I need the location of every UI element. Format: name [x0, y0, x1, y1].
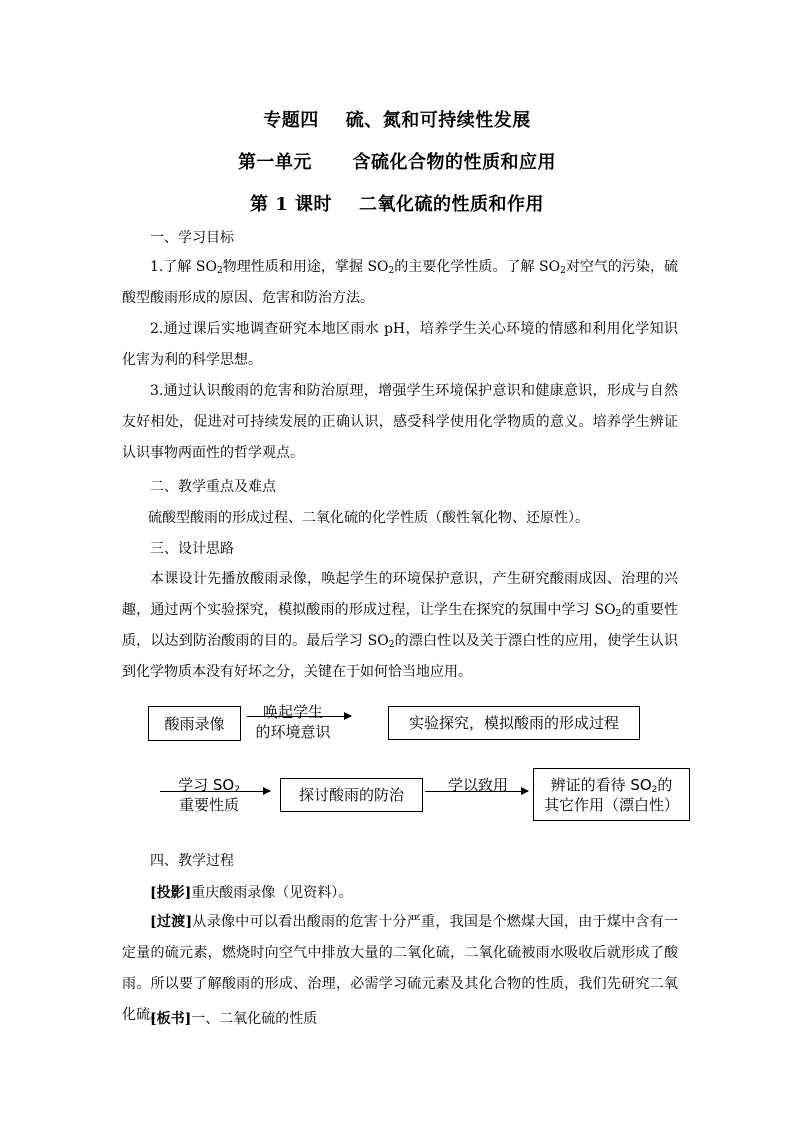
- flow-box4-line-2: 其它作用（漂白性）: [543, 795, 679, 814]
- flow-arrow1-label-1: 唤起学生: [262, 703, 323, 721]
- lesson-title: 第 1 课时 二氧化硫的性质和作用: [249, 194, 545, 215]
- flow-box-experiment: 实验探究，模拟酸雨的形成过程: [388, 706, 640, 740]
- flow-arrow3-label: 学以致用: [447, 776, 508, 794]
- flow-box4-line-1: 辨证的看待 $SO_2$的: [550, 775, 673, 795]
- board-line: [板书]一、二氧化硫的性质: [150, 1011, 318, 1027]
- flow-arrow2-label-1: 学习 $SO_2$: [178, 776, 240, 795]
- topic-title: 专题四 硫、氮和可持续性发展: [263, 110, 531, 131]
- flow-box-prevention: 探讨酸雨的防治: [280, 778, 423, 812]
- flow-arrow1-label-2: 的环境意识: [255, 723, 331, 741]
- flow-box-acid-rain-video: 酸雨录像: [148, 706, 241, 741]
- flow-box-other-uses: [533, 768, 690, 821]
- design-heading: 三、设计思路: [150, 541, 234, 557]
- projection-line: [投影]重庆酸雨录像（见资料）。: [150, 885, 353, 901]
- unit-title: 第一单元 含硫化合物的性质和应用: [237, 152, 557, 173]
- goals-heading: 一、学习目标: [150, 230, 234, 246]
- design-text: 本课设计先播放酸雨录像，唤起学生的环境保护意识，产生研究酸雨成因、治理的兴趣，通过两个实验探究，模拟酸雨的形成过程，让学生在探究的氛围中学习 $SO_2$的重要性质，以达到防治酸雨的目的。最后学习 $SO_2$的漂白性以及关于漂白性的应用，使学生认识到化学物质本没有好坏之分，关键在于如何恰当地应用。: [122, 571, 678, 680]
- process-heading: 四、教学过程: [150, 853, 234, 869]
- flow-arrow2-label-2: 重要性质: [178, 796, 239, 814]
- goal-2: 2.通过课后实地调查研究本地区雨水 pH，培养学生关心环境的情感和利用化学知识化害为利的科学思想。: [122, 321, 678, 368]
- goal-3: 3.通过认识酸雨的危害和防治原理，增强学生环境保护意识和健康意识，形成与自然友好相处，促进对可持续发展的正确认识，感受科学使用化学物质的意义。培养学生辨证认识事物两面性的哲学观点。: [122, 383, 678, 461]
- key-text: 硫酸型酸雨的形成过程、二氧化硫的化学性质（酸性氧化物、还原性）。: [148, 510, 589, 526]
- transition-paragraph: [过渡]从录像中可以看出酸雨的危害十分严重，我国是个燃煤大国，由于煤中含有一定量的硫元素，燃烧时向空气中排放大量的二氧化硫，二氧化硫被雨水吸收后就形成了酸雨。所以要了解酸雨的形成、治理，必需学习硫元素及其化合物的性质，我们先研究二氧化硫。: [122, 914, 679, 1023]
- key-heading: 二、教学重点及难点: [150, 479, 276, 495]
- goal-1: 1.了解 $SO_2$物理性质和用途，掌握 $SO_2$的主要化学性质。了解 $SO_2$对空气的污染，硫酸型酸雨形成的原因、危害和防治方法。: [122, 259, 678, 306]
